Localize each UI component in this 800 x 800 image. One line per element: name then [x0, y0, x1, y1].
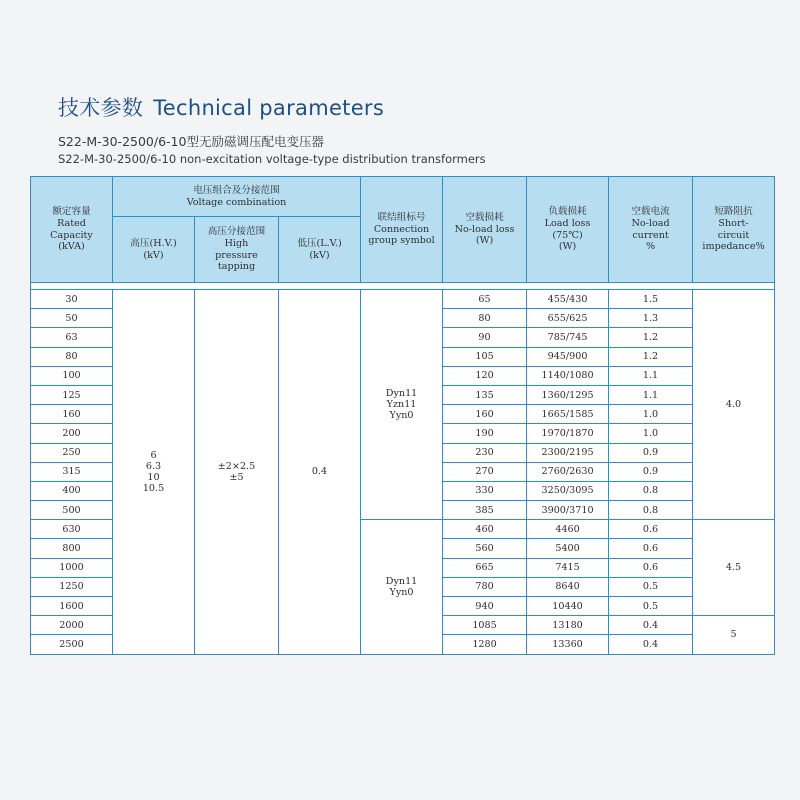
- header-hv: 高压(H.V.) (kV): [113, 217, 195, 283]
- capacity-cell: 400: [31, 481, 113, 500]
- table-row: [31, 290, 775, 309]
- no-load-loss-cell: 105: [443, 347, 527, 366]
- no-load-loss-cell: 1085: [443, 616, 527, 635]
- header-hv-tapping: 高压分接范围 High pressure tapping: [195, 217, 279, 283]
- capacity-cell: 315: [31, 462, 113, 481]
- no-load-loss-cell: 665: [443, 558, 527, 577]
- connection-group-1-cell: Dyn11 Yzn11 Yyn0: [361, 290, 443, 520]
- load-loss-cell: 8640: [527, 577, 609, 596]
- no-load-loss-cell: 460: [443, 520, 527, 539]
- header-connection-group: 联结组标号 Connection group symbol: [361, 177, 443, 283]
- table-header: [31, 177, 775, 283]
- impedance-group-2-cell: 4.5: [693, 520, 775, 616]
- load-loss-cell: 13180: [527, 616, 609, 635]
- capacity-cell: 2500: [31, 635, 113, 654]
- no-load-current-cell: 1.3: [609, 309, 693, 328]
- load-loss-cell: 7415: [527, 558, 609, 577]
- no-load-loss-cell: 230: [443, 443, 527, 462]
- load-loss-cell: 2300/2195: [527, 443, 609, 462]
- load-loss-cell: 5400: [527, 539, 609, 558]
- capacity-cell: 125: [31, 385, 113, 404]
- load-loss-cell: 4460: [527, 520, 609, 539]
- capacity-cell: 1000: [31, 558, 113, 577]
- no-load-current-cell: 1.1: [609, 385, 693, 404]
- capacity-cell: 200: [31, 424, 113, 443]
- load-loss-cell: 1140/1080: [527, 366, 609, 385]
- capacity-cell: 250: [31, 443, 113, 462]
- no-load-current-cell: 0.8: [609, 481, 693, 500]
- no-load-current-cell: 0.9: [609, 443, 693, 462]
- capacity-cell: 630: [31, 520, 113, 539]
- header-voltage-combination: 电压组合及分接范围 Voltage combination: [113, 177, 361, 217]
- no-load-current-cell: 0.4: [609, 635, 693, 654]
- capacity-cell: 160: [31, 405, 113, 424]
- lv-cell: 0.4: [279, 290, 361, 655]
- no-load-current-cell: 0.6: [609, 520, 693, 539]
- no-load-current-cell: 0.5: [609, 577, 693, 596]
- no-load-loss-cell: 780: [443, 577, 527, 596]
- capacity-cell: 50: [31, 309, 113, 328]
- load-loss-cell: 1970/1870: [527, 424, 609, 443]
- no-load-loss-cell: 1280: [443, 635, 527, 654]
- no-load-current-cell: 0.6: [609, 539, 693, 558]
- header-no-load-loss: 空载损耗 No-load loss (W): [443, 177, 527, 283]
- title-en: Technical parameters: [153, 96, 385, 120]
- subtitle-cn: S22-M-30-2500/6-10型无励磁调压配电变压器: [58, 134, 324, 149]
- header-no-load-current: 空载电流 No-load current %: [609, 177, 693, 283]
- connection-group-2-cell: Dyn11 Yyn0: [361, 520, 443, 654]
- load-loss-cell: 1360/1295: [527, 385, 609, 404]
- load-loss-cell: 655/625: [527, 309, 609, 328]
- load-loss-cell: 1665/1585: [527, 405, 609, 424]
- hv-tapping-cell: ±2×2.5 ±5: [195, 290, 279, 655]
- capacity-cell: 30: [31, 290, 113, 309]
- no-load-loss-cell: 270: [443, 462, 527, 481]
- no-load-loss-cell: 940: [443, 597, 527, 616]
- no-load-loss-cell: 560: [443, 539, 527, 558]
- table-body: [31, 283, 775, 655]
- no-load-loss-cell: 90: [443, 328, 527, 347]
- no-load-loss-cell: 160: [443, 405, 527, 424]
- no-load-current-cell: 0.6: [609, 558, 693, 577]
- technical-parameters-table: [30, 176, 775, 655]
- no-load-current-cell: 1.2: [609, 347, 693, 366]
- hv-cell: 6 6.3 10 10.5: [113, 290, 195, 655]
- capacity-cell: 2000: [31, 616, 113, 635]
- load-loss-cell: 455/430: [527, 290, 609, 309]
- capacity-cell: 100: [31, 366, 113, 385]
- no-load-current-cell: 1.0: [609, 424, 693, 443]
- no-load-loss-cell: 330: [443, 481, 527, 500]
- no-load-loss-cell: 120: [443, 366, 527, 385]
- load-loss-cell: 2760/2630: [527, 462, 609, 481]
- no-load-current-cell: 1.2: [609, 328, 693, 347]
- capacity-cell: 1600: [31, 597, 113, 616]
- capacity-cell: 63: [31, 328, 113, 347]
- no-load-loss-cell: 385: [443, 501, 527, 520]
- header-rated-capacity: 额定容量 Rated Capacity (kVA): [31, 177, 113, 283]
- header-load-loss: 负载损耗 Load loss (75℃) (W): [527, 177, 609, 283]
- header-lv: 低压(L.V.) (kV): [279, 217, 361, 283]
- no-load-loss-cell: 80: [443, 309, 527, 328]
- no-load-current-cell: 1.0: [609, 405, 693, 424]
- no-load-current-cell: 0.5: [609, 597, 693, 616]
- no-load-loss-cell: 135: [443, 385, 527, 404]
- impedance-group-1-cell: 4.0: [693, 290, 775, 520]
- capacity-cell: 80: [31, 347, 113, 366]
- no-load-loss-cell: 65: [443, 290, 527, 309]
- title-cn: 技术参数: [58, 96, 144, 120]
- no-load-current-cell: 0.8: [609, 501, 693, 520]
- load-loss-cell: 3250/3095: [527, 481, 609, 500]
- impedance-group-3-cell: 5: [693, 616, 775, 654]
- no-load-current-cell: 1.5: [609, 290, 693, 309]
- subtitle-en: S22-M-30-2500/6-10 non-excitation voltage-type distribution transformers: [58, 152, 486, 166]
- no-load-current-cell: 0.9: [609, 462, 693, 481]
- load-loss-cell: 10440: [527, 597, 609, 616]
- load-loss-cell: 3900/3710: [527, 501, 609, 520]
- load-loss-cell: 785/745: [527, 328, 609, 347]
- no-load-loss-cell: 190: [443, 424, 527, 443]
- no-load-current-cell: 1.1: [609, 366, 693, 385]
- load-loss-cell: 945/900: [527, 347, 609, 366]
- capacity-cell: 500: [31, 501, 113, 520]
- no-load-current-cell: 0.4: [609, 616, 693, 635]
- capacity-cell: 1250: [31, 577, 113, 596]
- header-impedance: 短路阻抗 Short- circuit impedance%: [693, 177, 775, 283]
- load-loss-cell: 13360: [527, 635, 609, 654]
- page-title: [58, 92, 384, 122]
- capacity-cell: 800: [31, 539, 113, 558]
